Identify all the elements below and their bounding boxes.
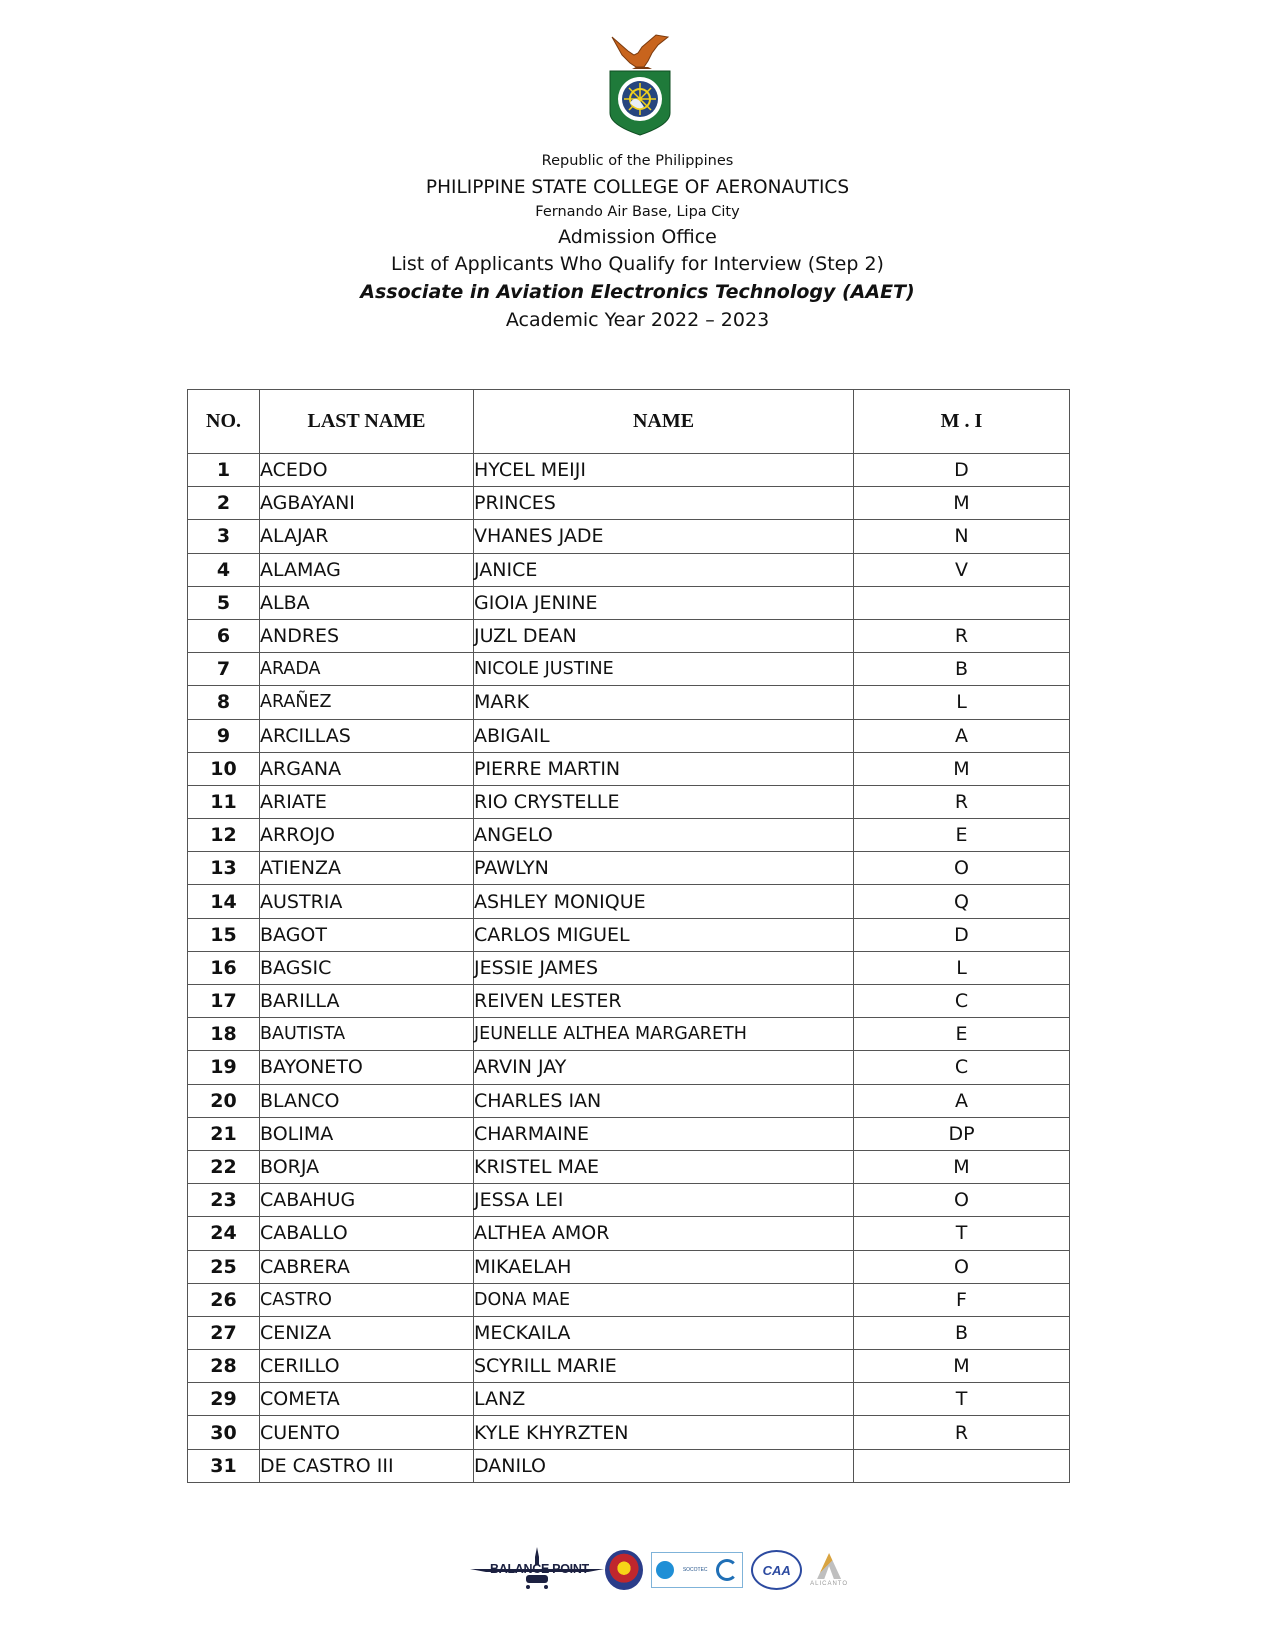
row-number: 30 [188, 1416, 260, 1449]
table-row [188, 918, 1070, 951]
last-name-cell: CUENTO [260, 1416, 474, 1449]
last-name-cell: BLANCO [260, 1084, 474, 1117]
middle-initial-cell: C [854, 985, 1070, 1018]
row-number: 7 [188, 653, 260, 686]
table-row [188, 1250, 1070, 1283]
last-name-cell: CABRERA [260, 1250, 474, 1283]
first-name-cell: PAWLYN [474, 852, 854, 885]
row-number: 25 [188, 1250, 260, 1283]
table-row [188, 1217, 1070, 1250]
row-number: 12 [188, 819, 260, 852]
first-name-cell: HYCEL MEIJI [474, 454, 854, 487]
table-row [188, 1316, 1070, 1349]
first-name-cell: JANICE [474, 553, 854, 586]
list-title: List of Applicants Who Qualify for Interview (Step 2) [391, 253, 884, 275]
row-number: 31 [188, 1449, 260, 1482]
table-row [188, 653, 1070, 686]
caa-text: CAA [762, 1562, 791, 1578]
row-number: 18 [188, 1018, 260, 1051]
first-name-cell: KYLE KHYRZTEN [474, 1416, 854, 1449]
table-header-row [188, 390, 1070, 454]
last-name-cell: ALAJAR [260, 520, 474, 553]
row-number: 14 [188, 885, 260, 918]
middle-initial-cell: R [854, 619, 1070, 652]
middle-initial-cell: N [854, 520, 1070, 553]
last-name-cell: CASTRO [260, 1283, 474, 1316]
first-name-cell: JESSIE JAMES [474, 951, 854, 984]
last-name-cell: BAUTISTA [260, 1018, 474, 1051]
middle-initial-cell: O [854, 852, 1070, 885]
table-row [188, 1018, 1070, 1051]
first-name-cell: ABIGAIL [474, 719, 854, 752]
table-row [188, 1416, 1070, 1449]
first-name-cell: ARVIN JAY [474, 1051, 854, 1084]
last-name-cell: ARAÑEZ [260, 686, 474, 719]
table-body [188, 454, 1070, 1483]
row-number: 19 [188, 1051, 260, 1084]
middle-initial-cell: A [854, 719, 1070, 752]
middle-initial-cell [854, 1449, 1070, 1482]
row-number: 26 [188, 1283, 260, 1316]
middle-initial-cell: O [854, 1250, 1070, 1283]
college-seal-logo [608, 33, 672, 137]
socotec-mark-icon [656, 1561, 674, 1579]
row-number: 13 [188, 852, 260, 885]
first-name-cell: RIO CRYSTELLE [474, 785, 854, 818]
table-row [188, 719, 1070, 752]
row-number: 8 [188, 686, 260, 719]
table-row [188, 1283, 1070, 1316]
partner-logos [468, 1540, 848, 1600]
first-name-cell: CARLOS MIGUEL [474, 918, 854, 951]
middle-initial-cell: T [854, 1217, 1070, 1250]
alicanto-text: ALICANTO [810, 1581, 849, 1587]
first-name-cell: DONA MAE [474, 1283, 854, 1316]
table-row [188, 752, 1070, 785]
office-name: Admission Office [558, 226, 717, 248]
last-name-cell: AUSTRIA [260, 885, 474, 918]
table-row [188, 487, 1070, 520]
table-row [188, 819, 1070, 852]
first-name-cell: JEUNELLE ALTHEA MARGARETH [474, 1018, 854, 1051]
first-name-cell: REIVEN LESTER [474, 985, 854, 1018]
applicants-table [187, 389, 1070, 1483]
last-name-cell: DE CASTRO III [260, 1449, 474, 1482]
table-row [188, 619, 1070, 652]
first-name-cell: ALTHEA AMOR [474, 1217, 854, 1250]
first-name-cell: SCYRILL MARIE [474, 1350, 854, 1383]
last-name-cell: CERILLO [260, 1350, 474, 1383]
middle-initial-cell: Q [854, 885, 1070, 918]
last-name-cell: ALAMAG [260, 553, 474, 586]
table-row [188, 1084, 1070, 1117]
first-name-cell: VHANES JADE [474, 520, 854, 553]
last-name-cell: CABAHUG [260, 1184, 474, 1217]
first-name-cell: MECKAILA [474, 1316, 854, 1349]
table-row [188, 951, 1070, 984]
last-name-cell: BORJA [260, 1150, 474, 1183]
last-name-cell: ARIATE [260, 785, 474, 818]
column-header-no: NO. [188, 390, 260, 454]
row-number: 27 [188, 1316, 260, 1349]
last-name-cell: BARILLA [260, 985, 474, 1018]
middle-initial-cell: M [854, 752, 1070, 785]
philippine-seal-logo [605, 1550, 643, 1590]
middle-initial-cell: F [854, 1283, 1070, 1316]
table-row [188, 852, 1070, 885]
row-number: 24 [188, 1217, 260, 1250]
last-name-cell: BOLIMA [260, 1117, 474, 1150]
middle-initial-cell: R [854, 785, 1070, 818]
first-name-cell: JESSA LEI [474, 1184, 854, 1217]
table-row [188, 520, 1070, 553]
first-name-cell: NICOLE JUSTINE [474, 653, 854, 686]
table-row [188, 1350, 1070, 1383]
middle-initial-cell: R [854, 1416, 1070, 1449]
middle-initial-cell: O [854, 1184, 1070, 1217]
middle-initial-cell: L [854, 686, 1070, 719]
socotec-text: SOCOTEC [682, 1567, 708, 1573]
last-name-cell: ARCILLAS [260, 719, 474, 752]
program-name: Associate in Aviation Electronics Technology (AAET) [360, 281, 915, 303]
table-row [188, 1383, 1070, 1416]
socotec-iso-logo [651, 1552, 743, 1588]
last-name-cell: ATIENZA [260, 852, 474, 885]
middle-initial-cell: C [854, 1051, 1070, 1084]
table-row [188, 1051, 1070, 1084]
middle-initial-cell [854, 586, 1070, 619]
row-number: 4 [188, 553, 260, 586]
first-name-cell: GIOIA JENINE [474, 586, 854, 619]
middle-initial-cell: T [854, 1383, 1070, 1416]
row-number: 17 [188, 985, 260, 1018]
table-row [188, 686, 1070, 719]
middle-initial-cell: D [854, 454, 1070, 487]
alicanto-logo [810, 1548, 848, 1592]
table-row [188, 586, 1070, 619]
row-number: 15 [188, 918, 260, 951]
table-row [188, 553, 1070, 586]
table-row [188, 885, 1070, 918]
middle-initial-cell: E [854, 1018, 1070, 1051]
row-number: 28 [188, 1350, 260, 1383]
first-name-cell: PIERRE MARTIN [474, 752, 854, 785]
row-number: 22 [188, 1150, 260, 1183]
institution-name: PHILIPPINE STATE COLLEGE OF AERONAUTICS [425, 177, 850, 198]
first-name-cell: LANZ [474, 1383, 854, 1416]
table-row [188, 785, 1070, 818]
column-header-name: NAME [474, 390, 854, 454]
table-row [188, 1184, 1070, 1217]
middle-initial-cell: D [854, 918, 1070, 951]
first-name-cell: CHARLES IAN [474, 1084, 854, 1117]
first-name-cell: MARK [474, 686, 854, 719]
table-row [188, 985, 1070, 1018]
last-name-cell: COMETA [260, 1383, 474, 1416]
last-name-cell: BAGSIC [260, 951, 474, 984]
caa-logo [751, 1550, 802, 1590]
row-number: 5 [188, 586, 260, 619]
row-number: 1 [188, 454, 260, 487]
last-name-cell: BAGOT [260, 918, 474, 951]
last-name-cell: CENIZA [260, 1316, 474, 1349]
middle-initial-cell: M [854, 487, 1070, 520]
middle-initial-cell: A [854, 1084, 1070, 1117]
country-label: Republic of the Philippines [541, 153, 734, 169]
institution-location: Fernando Air Base, Lipa City [535, 204, 740, 220]
middle-initial-cell: M [854, 1350, 1070, 1383]
last-name-cell: ARGANA [260, 752, 474, 785]
last-name-cell: ACEDO [260, 454, 474, 487]
iso-mark-icon [716, 1559, 738, 1581]
table-row [188, 1449, 1070, 1482]
middle-initial-cell: L [854, 951, 1070, 984]
eagle-shield-icon [608, 33, 672, 137]
last-name-cell: ARROJO [260, 819, 474, 852]
row-number: 11 [188, 785, 260, 818]
row-number: 9 [188, 719, 260, 752]
row-number: 29 [188, 1383, 260, 1416]
row-number: 16 [188, 951, 260, 984]
table-row [188, 1117, 1070, 1150]
first-name-cell: JUZL DEAN [474, 619, 854, 652]
alicanto-mark-icon [817, 1553, 841, 1579]
middle-initial-cell: B [854, 1316, 1070, 1349]
balance-point-text: BALANCE POINT [490, 1562, 589, 1576]
row-number: 10 [188, 752, 260, 785]
first-name-cell: ASHLEY MONIQUE [474, 885, 854, 918]
middle-initial-cell: B [854, 653, 1070, 686]
first-name-cell: ANGELO [474, 819, 854, 852]
first-name-cell: CHARMAINE [474, 1117, 854, 1150]
column-header-mi: M . I [854, 390, 1070, 454]
row-number: 3 [188, 520, 260, 553]
row-number: 6 [188, 619, 260, 652]
middle-initial-cell: E [854, 819, 1070, 852]
last-name-cell: ANDRES [260, 619, 474, 652]
row-number: 21 [188, 1117, 260, 1150]
first-name-cell: DANILO [474, 1449, 854, 1482]
table-row [188, 454, 1070, 487]
last-name-cell: AGBAYANI [260, 487, 474, 520]
middle-initial-cell: V [854, 553, 1070, 586]
balance-point-logo [468, 1545, 597, 1595]
first-name-cell: KRISTEL MAE [474, 1150, 854, 1183]
middle-initial-cell: M [854, 1150, 1070, 1183]
last-name-cell: CABALLO [260, 1217, 474, 1250]
row-number: 20 [188, 1084, 260, 1117]
first-name-cell: MIKAELAH [474, 1250, 854, 1283]
first-name-cell: PRINCES [474, 487, 854, 520]
last-name-cell: BAYONETO [260, 1051, 474, 1084]
column-header-last-name: LAST NAME [260, 390, 474, 454]
last-name-cell: ALBA [260, 586, 474, 619]
academic-year: Academic Year 2022 – 2023 [505, 309, 770, 331]
row-number: 23 [188, 1184, 260, 1217]
row-number: 2 [188, 487, 260, 520]
last-name-cell: ARADA [260, 653, 474, 686]
middle-initial-cell: DP [854, 1117, 1070, 1150]
table-row [188, 1150, 1070, 1183]
